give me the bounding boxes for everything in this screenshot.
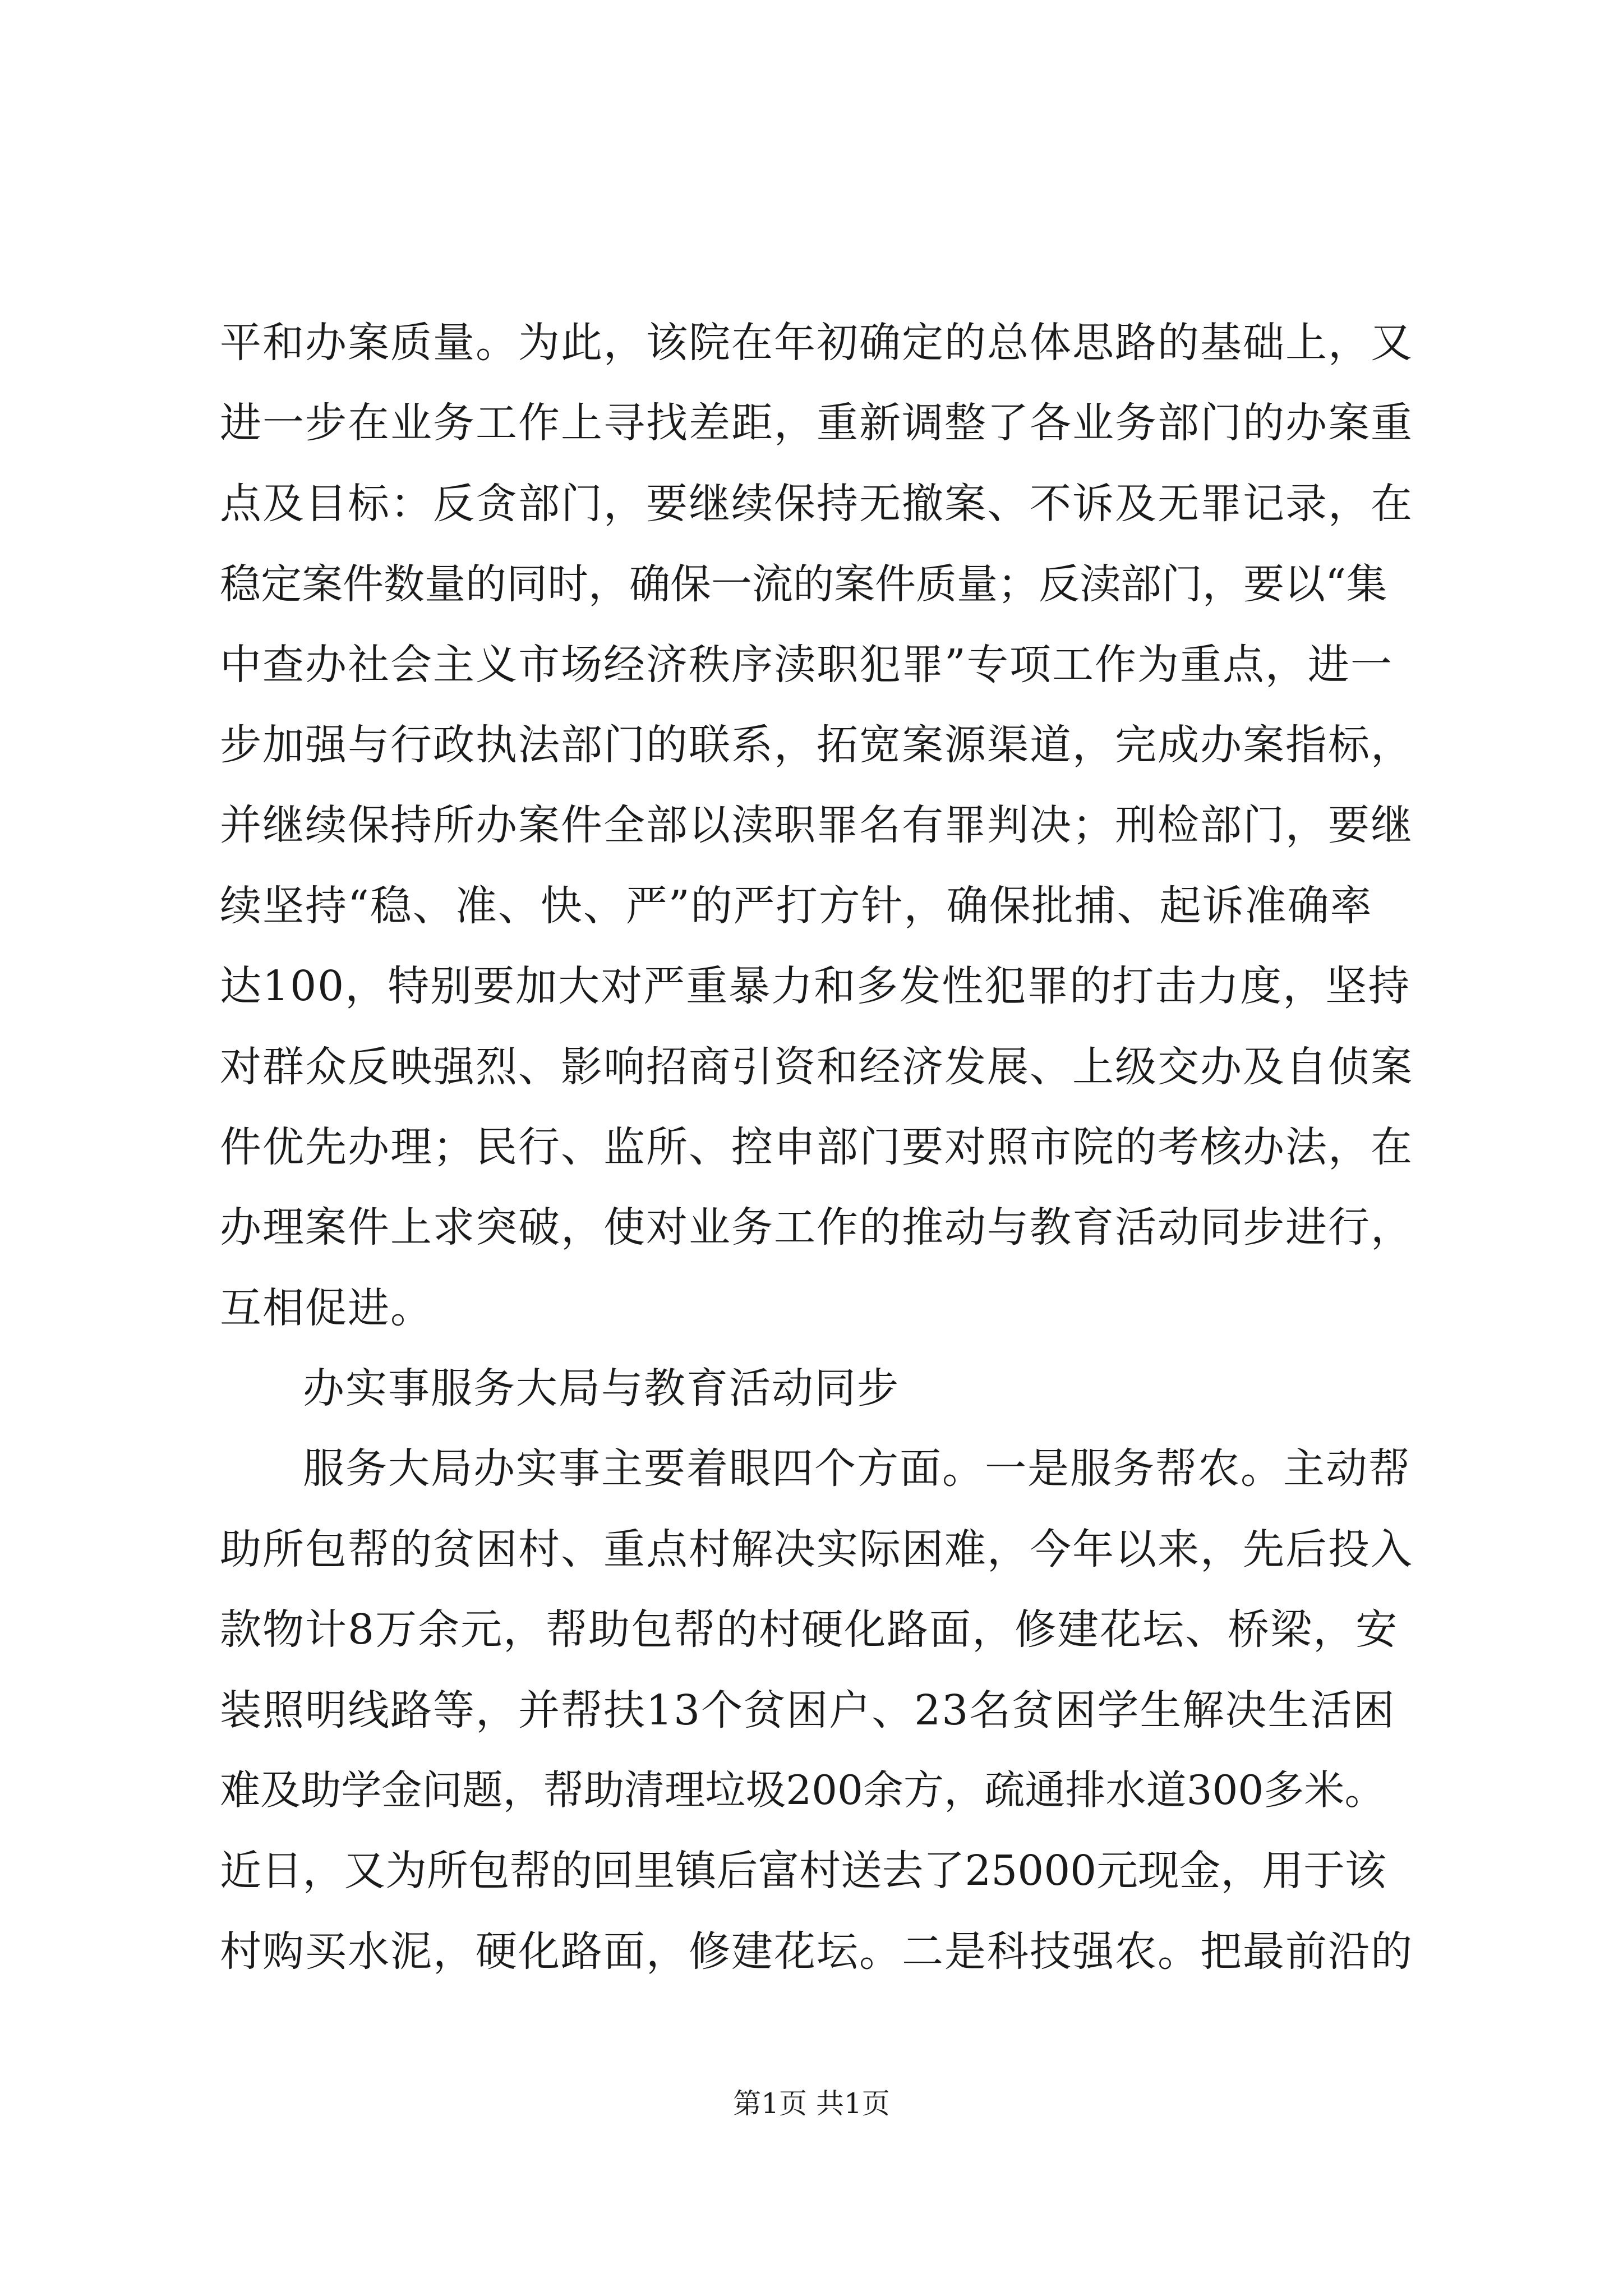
text-line: 助所包帮的贫困村、重点村解决实际困难，今年以来，先后投入 [220, 1525, 1413, 1573]
text-line: 中查办社会主义市场经济秩序渎职犯罪”专项工作为重点，进一 [220, 640, 1393, 689]
text-line: 进一步在业务工作上寻找差距，重新调整了各业务部门的办案重 [220, 399, 1413, 448]
text-line: 稳定案件数量的同时，确保一流的案件质量；反渎部门，要以“集 [220, 560, 1387, 609]
text-line: 村购买水泥，硬化路面，修建花坛。二是科技强农。把最前沿的 [220, 1927, 1413, 1976]
section-heading: 办实事服务大局与教育活动同步 [303, 1364, 900, 1413]
text-line: 续坚持“稳、准、快、严”的严打方针，确保批捕、起诉准确率 [220, 881, 1373, 930]
text-line: 达100，特别要加大对严重暴力和多发性犯罪的打击力度，坚持 [220, 962, 1411, 1011]
text-line: 步加强与行政执法部门的联系，拓宽案源渠道，完成办案指标， [220, 720, 1413, 769]
text-line: 点及目标：反贪部门，要继续保持无撤案、不诉及无罪记录，在 [220, 479, 1413, 528]
text-line: 件优先办理；民行、监所、控申部门要对照市院的考核办法，在 [220, 1122, 1413, 1171]
text-line: 难及助学金问题，帮助清理垃圾200余方，疏通排水道300多米。 [220, 1767, 1385, 1815]
page-footer: 第1页 共1页 [733, 2087, 890, 2120]
text-line: 服务大局办实事主要着眼四个方面。一是服务帮农。主动帮 [303, 1444, 1411, 1493]
text-line: 办理案件上求突破，使对业务工作的推动与教育活动同步进行， [220, 1203, 1413, 1252]
text-line: 装照明线路等，并帮扶13个贫困户、23名贫困学生解决生活困 [220, 1686, 1396, 1734]
text-line: 互相促进。 [220, 1283, 433, 1332]
text-line: 款物计8万余元，帮助包帮的村硬化路面，修建花坛、桥梁，安 [220, 1605, 1399, 1654]
body-text [220, 303, 1420, 1992]
text-line: 对群众反映强烈、影响招商引资和经济发展、上级交办及自侦案 [220, 1042, 1413, 1091]
text-line: 近日，又为所包帮的回里镇后富村送去了25000元现金，用于该 [220, 1847, 1386, 1895]
text-line: 平和办案质量。为此，该院在年初确定的总体思路的基础上，又 [220, 319, 1413, 367]
text-line: 并继续保持所办案件全部以渎职罪名有罪判决；刑检部门，要继 [220, 801, 1413, 850]
